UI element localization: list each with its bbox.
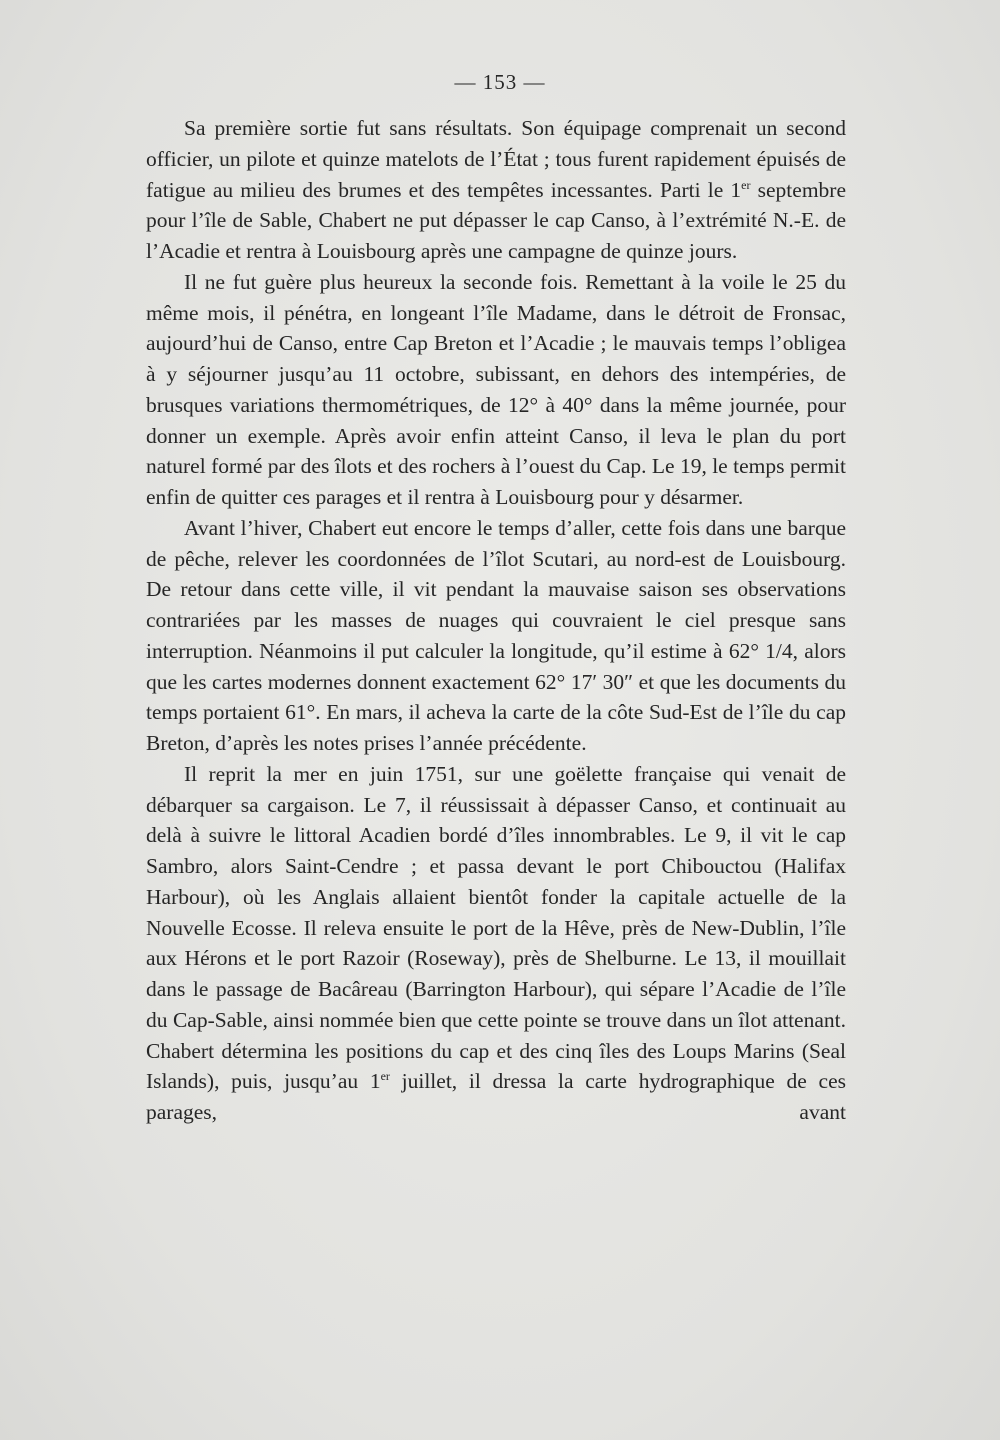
- paragraph-1: Sa première sortie fut sans résultats. Son équipage comprenait un second officier, un pilote et quinze matelots de l’État ; tous furent rapidement épuisés de fatigue au milieu des brumes et des tempêtes incessantes. Parti le 1er septembre pour l’île de Sable, Chabert ne put dépasser le cap Canso, à l’extrémité N.-E. de l’Acadie et rentra à Louisbourg après une campagne de quinze jours.: [146, 116, 846, 263]
- paragraph-2-text: Il ne fut guère plus heureux la seconde fois. Remettant à la voile le 25 du même mois, il pénétra, en longeant l’île Madame, dans le détroit de Fronsac, aujourd’hui de Canso, entre Cap Breton et l’Acadie ; le mauvais temps l’obligea à y séjourner jusqu’au 11 octobre, subissant, en dehors des intempéries, de brusques variations thermométriques, de 12° à 40° dans la même journée, pour donner un exemple. Après avoir enfin atteint Canso, il leva le plan du port naturel formé par des îlots et des rochers à l’ouest du Cap. Le 19, le temps permit enfin de quitter ces parages et il rentra à Louisbourg pour y désarmer.: [146, 269, 846, 509]
- paragraph-1-text: Sa première sortie fut sans résultats. Son équipage comprenait un second officier, un pilote et quinze matelots de l’État ; tous furent rapidement épuisés de fatigue au milieu des brumes et des tempêtes incessantes. Parti le: [146, 116, 846, 202]
- paragraph-3-text: Avant l’hiver, Chabert eut encore le temps d’aller, cette fois dans une barque de pêche, relever les coordonnées de l’îlot Scutari, au nord-est de Louisbourg. De retour dans cette ville, il vit pendant la mauvaise saison ses observations contrariées par les masses de nuages qui couvraient le ciel presque sans interruption. Néanmoins il put calculer la longitude, qu’il estime à 62° 1/4, alors que les cartes modernes donnent exactement 62° 17′ 30″ et que les documents du temps portaient 61°. En mars, il acheva la carte de la côte Sud-Est de l’île du cap Breton, d’après les notes prises l’année précédente.: [146, 515, 846, 755]
- paragraph-1-tail: septembre pour l’île de Sable, Chabert ne put dépasser le cap Canso, à l’extrémité N.-E. de l’Acadie et rentra à Louisbourg après une campagne de quinze jours.: [146, 177, 846, 263]
- paragraph-3: [146, 513, 846, 759]
- paragraph-4-tail: juillet, il dressa la carte hydrographique de ces parages, avant: [146, 1069, 846, 1124]
- page-number: — 153 —: [454, 70, 546, 94]
- paragraph-2: [146, 267, 846, 513]
- paragraph-4: Il reprit la mer en juin 1751, sur une goëlette française qui venait de débarquer sa cargaison. Le 7, il réussissait à dépasser Canso, et continuait au delà à suivre le littoral Acadien bordé d’îles innombrables. Le 9, il vit le cap Sambro, alors Saint-Cendre ; et passa devant le port Chibouctou (Halifax Harbour), où les Anglais allaient bientôt fonder la capitale actuelle de la Nouvelle Ecosse. Il releva ensuite le port de la Hêve, près de New-Dublin, l’île aux Hérons et le port Razoir (Roseway), près de Shelburne. Le 13, il mouillait dans le passage de Bacâreau (Barrington Harbour), qui sépare l’Acadie de l’île du Cap-Sable, ainsi nommée bien que cette pointe se trouve dans un îlot attenant. Chabert détermina les positions du cap et des cinq îles des Loups Marins (Seal Islands), puis, jusqu’au 1er juillet, il dressa la carte hydrographique de ces parages, avant: [146, 761, 846, 1124]
- paragraph-4-superscript: er: [380, 1069, 390, 1084]
- paragraph-4-text: Il reprit la mer en juin 1751, sur une goëlette française qui venait de débarquer sa cargaison. Le 7, il réussissait à dépasser Canso, et continuait au delà à suivre le littoral Acadien bordé d’îles innombrables. Le 9, il vit le cap Sambro, alors Saint-Cendre ; et passa devant le port Chibouctou (Halifax Harbour), où les Anglais allaient bientôt fonder la capitale actuelle de la Nouvelle Ecosse. Il releva ensuite le port de la Hêve, près de New-Dublin, l’île aux Hérons et le port Razoir (Roseway), près de Shelburne. Le 13, il mouillait dans le passage de Bacâreau (Barrington Harbour), qui sépare l’Acadie de l’île du Cap-Sable, ainsi nommée bien que cette pointe se trouve dans un îlot attenant. Chabert détermina les positions du cap et des cinq îles des Loups Marins (Seal Islands), puis, jusqu’au: [146, 761, 846, 1094]
- body-text: [146, 113, 846, 1128]
- paragraph-1-superscript: er: [741, 177, 751, 192]
